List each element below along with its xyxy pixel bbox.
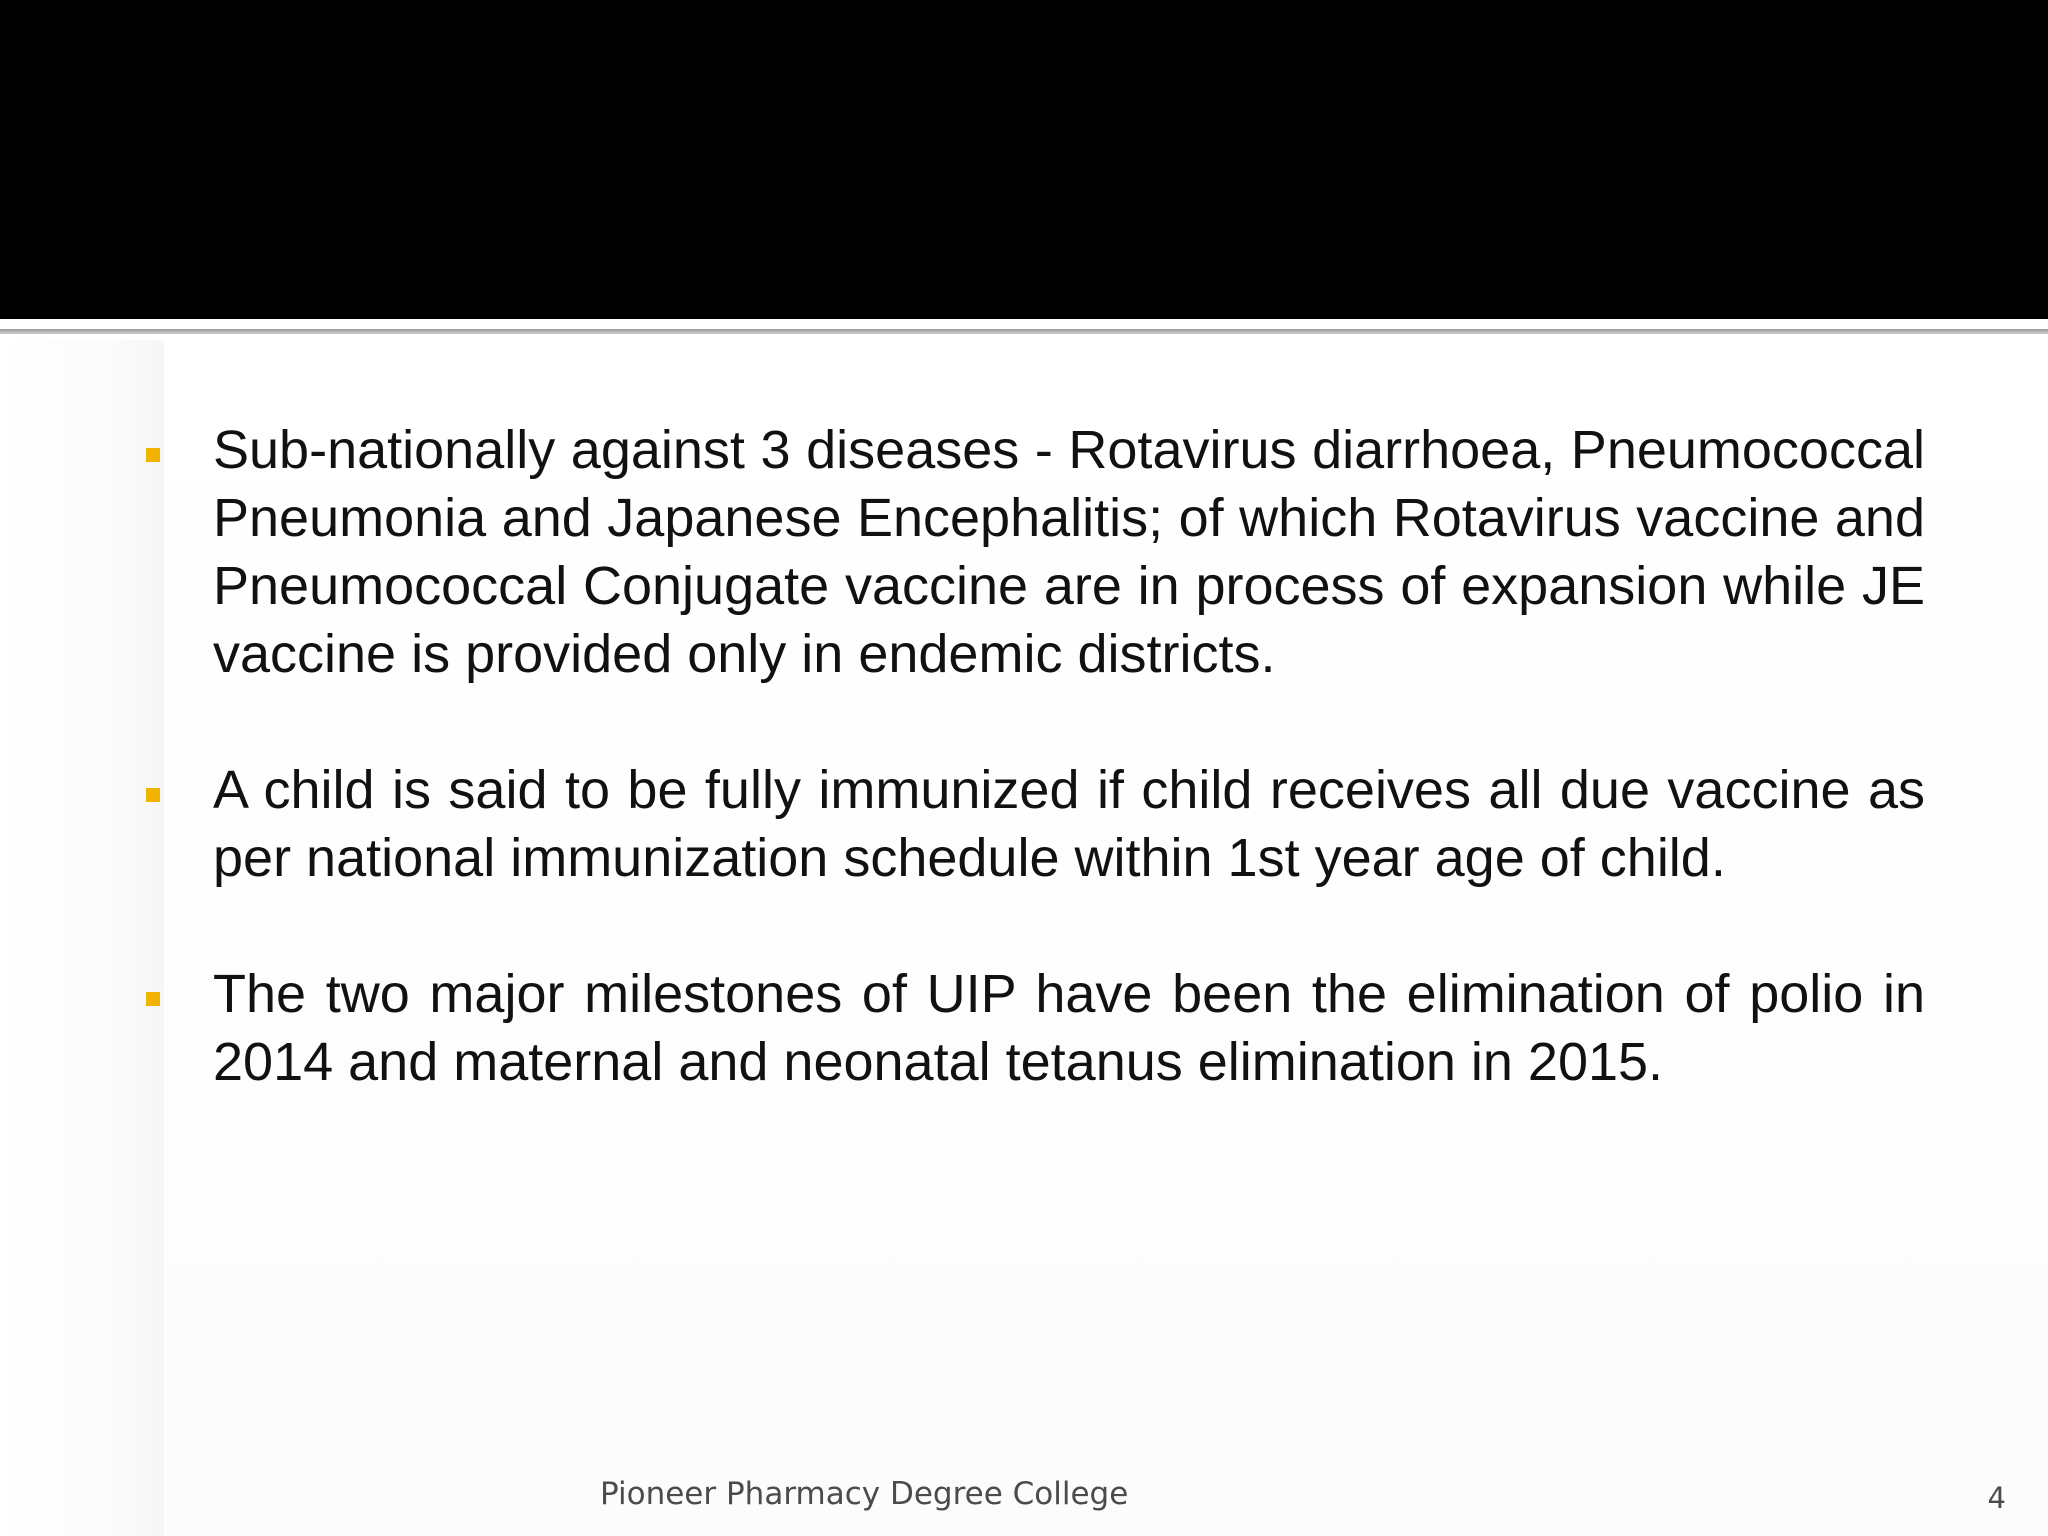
square-bullet-icon bbox=[146, 788, 160, 802]
bullet-item bbox=[140, 960, 1925, 1096]
page-number: 4 bbox=[1987, 1481, 2006, 1515]
bullet-text: The two major milestones of UIP have been the elimination of polio in 2014 and maternal and neonatal tetanus elimination in 2015. bbox=[213, 964, 1925, 1092]
bullet-item bbox=[140, 416, 1925, 688]
bullet-item bbox=[140, 756, 1925, 892]
footer-college-name: Pioneer Pharmacy Degree College bbox=[600, 1476, 1129, 1512]
bullet-text: Sub-nationally against 3 diseases - Rotavirus diarrhoea, Pneumococcal Pneumonia and Japanese Encephalitis; of which Rotavirus vaccine and Pneumococcal Conjugate vaccine are in process of expansion while JE vaccine is provided only in endemic districts. bbox=[213, 420, 1925, 684]
square-bullet-icon bbox=[146, 992, 160, 1006]
bullet-text: A child is said to be fully immunized if child receives all due vaccine as per national immunization schedule within 1st year age of child. bbox=[213, 760, 1925, 888]
square-bullet-icon bbox=[146, 448, 160, 462]
title-bar bbox=[0, 0, 2048, 319]
bullet-list bbox=[140, 416, 1925, 1164]
title-divider bbox=[0, 329, 2048, 334]
